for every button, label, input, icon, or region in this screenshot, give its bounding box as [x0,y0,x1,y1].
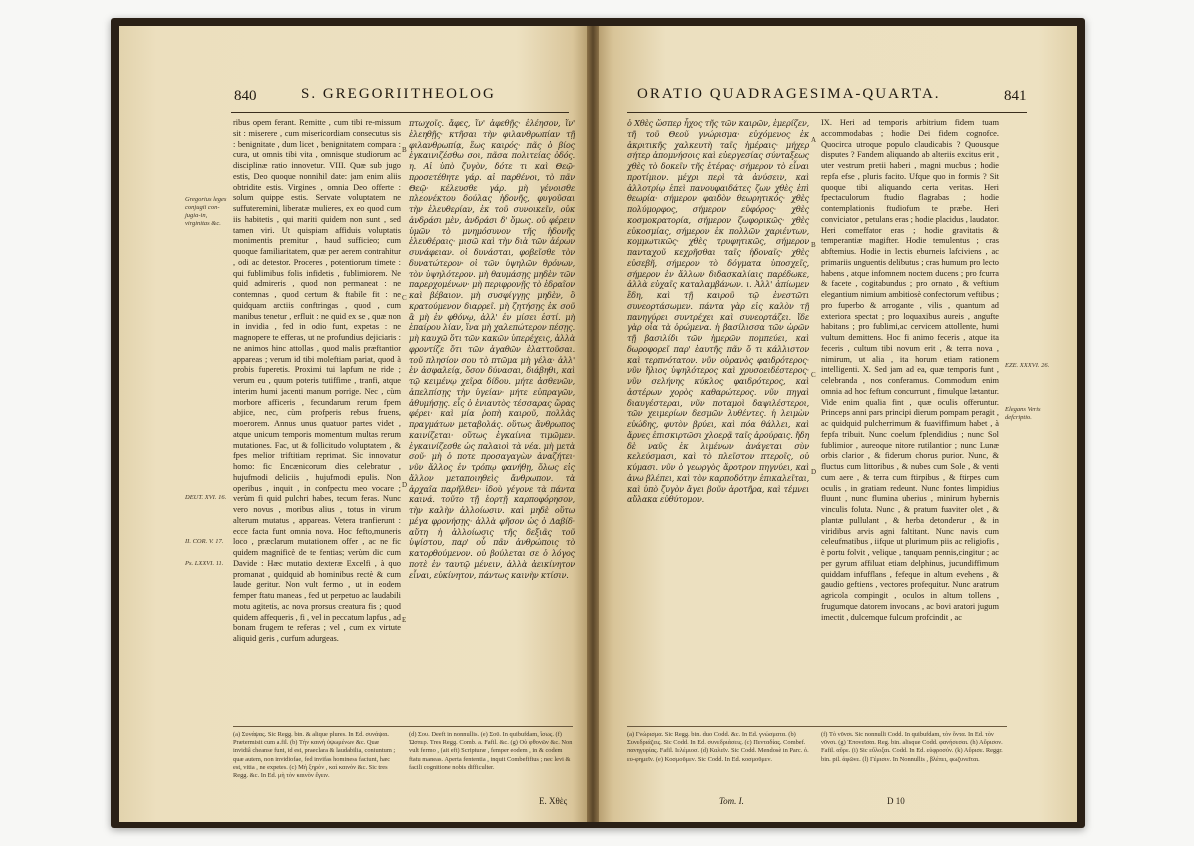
left-margin-note: DEUT. XVI. 16. [185,494,227,501]
right-greek-column [627,118,809,718]
right-footnotes: (a) Γνώρισμα. Sic Regg. bin. duo Codd. &c. In Ed. γνώσματα. (b) Συνεδριάζεις. Sic Codd. In Ed. συνεδριάσεις. (c) Πενταδίας. Combef. πανηγυρίας. Fafil. Ιελέμιοσ. (d) Καλεῖν. Sic Codd. Mendosè in Parc. ὁ. ευ-φημεῖν. (e) Κοσμοῦμεν. Sic Codd. In Ed. κοσμοῦμεν. [627,731,809,763]
left-page [119,26,587,822]
section-letter: B [402,146,407,154]
open-book [111,18,1085,828]
right-page-number: 841 [1004,88,1027,104]
left-latin-text: ribus opem ferant. Remitte , cum tibi re-missum sit : miserere , cum misericordiam consecutus sis : benignitate , dum licet , benignitatem compara : cura, ut omnis tibi vita , omnisque studiorum ac disciplinæ ratio innovetur. VIII. Quæ sub jugo estis, Deo quoque nonnihil date: jam enim aliis obtridite estis. Virgines , omnia Deo offerte : solum quippe estis. Servate voluptatem ne suffuteremini, liberatæ mulieres, ex eo quod cum iis habitetis , qui mariti quidem non sunt , sed tamen viri. Ut quispiam affiduis voluptatis monimentis premitur , haud sufficieo; cum quoque familiaritatem, quæ per aerem contrahitur , odi ac detestor. Proceres , potentiorum timete : qui fublimibus folis infidetis , fublimiorem. Ne quid admireris , quod non permaneat : ne contemnas , quod certum & ftabile fit : ne quidquam arctiis conftringas , quod , cum manibus tenetur , erfluit : ne quid ex se , quæ non in invidia , fed in odio funt, expetas : ne magnopere te efferas, ut ne profundius dejiciaris : ne animos hinc attollas , quod malis præftantior appareas ; verum id tibi moleftiam pariat, quod à probis fuperetis. Proximi tui lapfum ne ride ; verum eu , quum poteris tutiffime , tranfi, atque interim humi jacenti manum porrige. Nec , cùm morbore afficeris , fecundarum rerum fpem abjice, nec, cùm profperis rebus fruens, moerorem. Annus unus quatuor partes videt , atque unicum temporis momentum multas rerum mutationes. Fac, ut & follicitudo voluptatem , & fpes melior triftitiam reprimat. Sic innovatur homo: fic Encænicorum dies celebratur , hujufmodi deliciis , hujufmodi epulis. Non operibus , inquit , in confpectu meo vocare ; verùm fi quid pulchri habes, tecum feras. Nunc vero novus , moribus alius , totus in virum alterum mutatus , appareas. Vetera tranfierunt : ecce facta funt omnia nova. Hoc fefto,muneris loco , præclarum mutationem offer , ac ne fic quidem magnificè de te fentias; verùm dic cum Davide : Hæc mutatio dexteræ Excelfi , à quo promanat , quidquid ab hominibus rectè & cum laude geritur. Non vult fermo , ut in eodem femper ftatu maneas , fed ut perpetuo ac laudabili motu agitetis, ac nova prorsus creatura fis ; quod quidem affequeris , fi , vel in peccatum lapfus , ad bonam frugem te referas ; vel , cum ex virtute aliquid geris , curfum adurgeas. [233,118,401,643]
left-greek-column [409,118,575,718]
section-letter: D [402,481,408,489]
left-running-head-name: THEOLOG [411,86,496,102]
right-greek-text: ὁ Χθὲς ὥσπερ ἦχος τῆς τῶν καιρῶν, ἐμερίζεν, τῆ τοῦ Θεοῦ γνώρισμα· εὐχόμενος ἐκ ἀκριτικῆς χαλκευτὴ ταῖς ἡμέραις· μήχερ σήτερ ἀπομνήσοις καὶ εὐεργεσίας σύνταξεως χθὲς τὸ δοκεῖν τῆς ἑτέρας· σήμερον τὸ εἶναι προτίμιον. μέχρι περὶ τὰ ἀνύσειν, καὶ ἀλλοτρίῳ ἐπεὶ πανουφαιδάτες ζων χθὲς ἐπὶ θεωρία· σήμερον φαιδὸν θεωρητικός· χθὲς πολύμορφος, σήμερον εὐφόρος· χθὲς κοσμοκρατορία, σήμερον ζωφορικῶς· χθὲς εὐκοσμίας, σήμερον ἐκ πολλῶν χαριέντων, κομμωτικῶς· χθὲς τρυφητικῶς, σήμερον πανταχοῦ κεχρῆσθαι ταῖς ἡδοναῖς· χθὲς εὐσεβῆ, σήμερον τὸ δόγματα ὑποσχεῖς, σήμερον ἐν ἄλλων διδασκαλίαις παρέδωκε, ἀλλὰ εὐχαῖς καταλαμβάνων. ι. Ἀλλ' ἀπίωμεν ἔδη, καὶ τῇ καιροῦ τῷ ἐνεστῶτι συνεορτάσωμεν. πάντα γὰρ εἰς καλὸν τῇ πανηγύρει συντρέχει καὶ συνεορτάζει. ἴδε γὰρ οἷα τὰ ὁρώμενα. ἡ βασίλισσα τῶν ὡρῶν τῇ βασιλίδι τῶν ἡμερῶν πομπεύει, καὶ δωροφορεῖ παρ' ἑαυτῆς πᾶν ὅ τι κάλλιστον καὶ τερπνότατον. νῦν οὐρανὸς φαιδρότερος· νῦν ἥλιος ὑψηλότερος καὶ χρυσοειδέστερος· νῦν σελήνης κύκλος φαιδρότερος, καὶ ἀστέρων χορὸς καθαρώτερος. νῦν πηγαὶ διαυγέστεραι, νῦν ποταμοὶ δαψιλέστεροι, τῶν χειμερίων δεσμῶν λυθέντες. ἡ λειμὼν εὐώδης, φυτὸν βρύει, καὶ πόα θάλλει, καὶ ἄρνες ἐπισκιρτῶσι χλοερᾷ ταῖς ἀρούραις. ἤδη δὲ ναῦς ἐκ λιμένων ἀνάγεται σὺν κελεύσμασι, καὶ τὸ πλεῖστον πτεροῖς, οὐ κύμασι. νῦν ὁ γεωργὸς ἄροτρον πηγνύει, καὶ ἀνω βλέπει, καὶ τὸν καρποδότην ἐπικαλεῖται, καὶ ὑπὸ ζυγὸν ἄγει βοῦν ἀροτῆρα, καὶ τέμνει αὔλακα εὐθύτομον. [627,118,809,505]
left-running-head-author: S. GREGORII [301,86,411,102]
section-letter: C [402,294,407,302]
tomus-label: Tom. I. [719,796,744,806]
right-latin-column [821,118,999,718]
left-head-rule [231,112,569,113]
right-margin-note: Elegans Veris defcriptio. [1005,406,1041,421]
right-notes-rule [627,726,1007,727]
left-notes-rule [233,726,573,727]
left-footnotes: (a) Συνάψας. Sic Regg. bin. & alique plures. In Ed. συνάψαι. Prætermisit cum a.fil. (b) Τὴν καινὴ ὑψωμένων &c. Quæ invidiâ cheanse funt, id est, praeclara & laudabilia, coniuntum ; quæ autem, non invidiofae, fed invifas hominess faciunt, hæc est, vitia , ne expetes. (c) Μὴ ξηρὸν , καὶ καινὸν &c. Sic tres Regg. &c. In Ed. μὴ τὸν καινὸν ἕγειν. [233,731,396,780]
left-page-number: 840 [234,88,257,104]
right-margin-note: EZE. XXXVI. 26. [1005,362,1050,369]
left-latin-column [233,118,401,718]
section-letter: C [811,371,816,379]
left-margin-note: II. COR. V. 17. [185,538,224,545]
right-head-rule [627,112,1027,113]
section-letter: A [811,136,817,144]
section-letter: B [811,241,816,249]
left-margin-note: Ps. LXXVI. 11. [185,560,224,567]
section-letter: E [402,616,407,624]
signature-mark: D 10 [887,796,905,806]
left-footnotes-second-column: (d) Σου. Deeft in nonnullis. (e) Σοῦ. In quibufdam, ἴσως. (f) Ὡσπερ. Tres Regg. Comb. a. Fafil. &c. (g) Οὐ φθονῶν &c. Non vult fermo , (ait eft) Scripturæ , femper eodem , in & codem ftatu maneas. Aperta fententia , inquit Combefifius ; nec levi & facili cognitione nobis difficulter. [409,731,573,771]
section-letter: D [811,468,817,476]
right-footnotes-second-column: (f) Τὸ νῦνσι. Sic nonnulli Codd. In quibufdam, τὸν ὄντα. In Ed. τὸν νῦνσι. (g) Ἐπονεῖσαι. Reg. bin. alisque Codd. φανήσεσαι. (h) Αὔρισον. Fafil. αὔρε. (i) Sic εὔλοξαι. Codd. In Ed. εὐφροσύν. (k) Αὔρισε. Reggr. bin. pil. ἀφῶνε. (l) Γέμισιν. In Nonnullis , βλέπει, φωζυνεῖται. [821,731,1003,763]
catchword: E. Χθὲς [539,796,568,806]
book-gutter [587,26,599,822]
right-running-head-title: ORATIO QUADRAGESIMA-QUARTA. [637,86,941,102]
left-margin-note: Gregorius leges conjugii con-jugia-in, virginitas &c. [185,196,227,227]
left-greek-text: πτωχοῖς. ἄφες, ἵν' ἀφεθῇς· ἐλέησον, ἵν' ἐλεηθῇς· κτῆσαι τὴν φιλανθρωπίαν τῇ φιλανθρωπίᾳ, ἕως καιρός· πᾶς ὁ βίος ἐγκαινιζέσθω σοι, πᾶσα πολιτείας ὁδός. η. Αἱ ὑπὸ ζυγὸν, δότε τι καὶ Θεῷ· προσετέθητε γάρ. αἱ παρθένοι, τὸ πᾶν Θεῷ· κέλευσθε γάρ. μὴ γένοισθε πλεονέκτου δούλας ἡδονῆς, φυγοῦσαι τὴν ἐλευθερίαν, ἐκ τοῦ συνοικεῖν, οὐκ ἀνδράσι μὲν, ἀνδράσι δ' ὅμως. οὐ φέρειν ὑμῶν τὸ μνημόσυνον τῆς ἡδονῆς ἐλευθέραις· μισῶ καὶ τὴν διὰ τῶν ἀέρων συνάφειαν. οἱ δυνάσται, φοβεῖσθε τὸν δυνατώτερον· οἱ τῶν ὑψηλῶν θρόνων, τὸν ὑψηλότερον. μὴ θαυμάσῃς μηδὲν τῶν παρερχομένων· μὴ περιφρονῇς τὸ ἑδραῖον καὶ βέβαιον. μὴ συσφίγγῃς μηδὲν, ὃ κρατούμενον διαρρεῖ. μὴ ζητήσῃς ἐκ σοῦ ἃ μὴ ἐν φθόνῳ, ἀλλ' ἐν μίσει ἐστί. μὴ ἐπαίρου λίαν, ἵνα μὴ χαλεπώτερον πέσῃς. μὴ καυχῶ ὅτι τῶν κακῶν ὑπερέχεις, ἀλλὰ φροντίζε ὅτι τῶν ἀγαθῶν ἐλαττοῦσαι. τοῦ πλησίον σου τὸ πτῶμα μὴ γέλα· ἀλλ' ἐν ἀσφαλείᾳ, ὅσον δύνασαι, διάβηθι, καὶ τῷ κειμένῳ χεῖρα δίδου. μήτε ἀσθενῶν, ἀπελπίσῃς τὴν ὑγείαν· μήτε εὐπραγῶν, ἀθυμήσῃς. εἷς ὁ ἐνιαυτὸς τέσσαρας ὥρας φέρει· καὶ μία ῥοπὴ καιροῦ, πολλὰς πραγμάτων μεταβολάς. οὕτως ἄνθρωπος καινίζεται· οὕτως ἐγκαίνια τιμῶμεν. ἐγκαινίζεσθε ὡς παλαιοὶ τὰ νέα. μὴ μετὰ σοῦ· μὴ ὁ ποτε προσαγαγὼν ἀναζήτει· νῦν ἄλλος ἐν τρόπῳ φανήθῃ, ὅλως εἰς ἄλλον μεταποιηθεὶς ἄνθρωπον. τὰ ἀρχαῖα παρῆλθεν· ἰδοὺ γέγονε τὰ πάντα καινά. τοῦτο τῇ ἑορτῇ καρποφόρησον, τὴν καλὴν ἀλλοίωσιν. καὶ μηδὲ οὕτω μέγα φρονήσῃς· ἀλλὰ φῆσον ὡς ὁ Δαβίδ· αὕτη ἡ ἀλλοίωσις τῆς δεξιᾶς τοῦ ὑψίστου, παρ' οὗ πᾶν ἀνθρώποις τὸ κατορθούμενον. οὐ βούλεται σε ὁ λόγος ποτὲ ἐν ταυτῷ μένειν, ἀλλὰ ἀεικίνητον εἶναι, εὐκίνητον, πάντως καινὴν κτίσιν. [409,118,575,580]
right-latin-text: IX. Heri ad temporis arbitrium fidem tuam accommodabas ; hodie Dei fidem cognofce. Quocirca utroque populo claudicabis ? Quousque disputes ? Fandem aliquando ab alteriis excitus erit , uter vestrum pretii haberi , magni mucbus ; hodie repfa efse , pluris facito. Ufque quo in formis ? Sit quoque tibi aliquando certa veritas. Heri fpectaculorum ftudio flagrabas ; hodie contemplationis ftudiofum te præbe. Heri conviciator , petulans eras ; hodie placidus , laudator. Heri comeffator eras ; hodie gravitatis & temperantiæ magifter. Hodie temulentus ; cras abftemius. Hodie in lectis eburneis lafciviens , ac primariis unguentis delibutus ; cras humum pro lecto habens , atque infomnem noctem ducens ; pro fcurra & facete , cogitabundus ; pro ornato , & veftium elegantium nimium ambitiosè confectorum veftibus ; pro fuperbo & arrogante , vilis , quantum ad exteriora spectat ; pro loquaxibus aureis , angufte habitans ; pro fublimi,ac cervicem attollente, humi vultum demittens. Hoc fi animo feceris , atque ita feceris , cultum tibi novum erit , & terra nova , nimirum, ut alia , ita horum etiam rationem intelligenti. X. Sed jam ad ea, quæ temporis funt , celebranda , nos conferamus. Commodum enim omnia ad hoc feftum concurrunt , fimulque lætantur. Vide enim qualia fint , quæ oculis offeruntur. Princeps anni pars principi dierum pompam peragit , ac quidquid pulcherrimum & fuaviffimum habet , à fepfa tribuit. Nunc coelum fplendidius ; nunc Sol fublimior , aureoque nitore rutilantior ; nunc Lunæ orbis clarior , & fiderum chorus purior. Nunc, & fluctus cum littoribus , & nubes cum Sole , & venti cum aere , & terra cum ftirpibus , & ftirpes cum oculis , in gratiam redeunt. Nunc fontes limpidius fluunt , nunc flumina uberius , minirum hybernis vinculis foluta. Nunc , & pratum fuaviter olet , & plantæ pullulant , & herba detonderur , & in viridibus arvis agni faltitant. Nunc navis cum celeufmatibus , iifque ut plurimum piis ac religiofis , è portu folvit , velique , tanquam pennis,cingitur ; ac per gyrum affiluat etiam delphinus, jucundiffimum quiddam infufflans , fefeque in altum evehens , & gaudio geftiens , vectores profequitur. Nunc aratrum agricola compingit , oculos in altum tollens , frugumque datorem invocans , ac bovi aratori jugum imectit , dulcemque fulcum profcindit , ac [821,118,999,622]
right-page [599,26,1077,822]
